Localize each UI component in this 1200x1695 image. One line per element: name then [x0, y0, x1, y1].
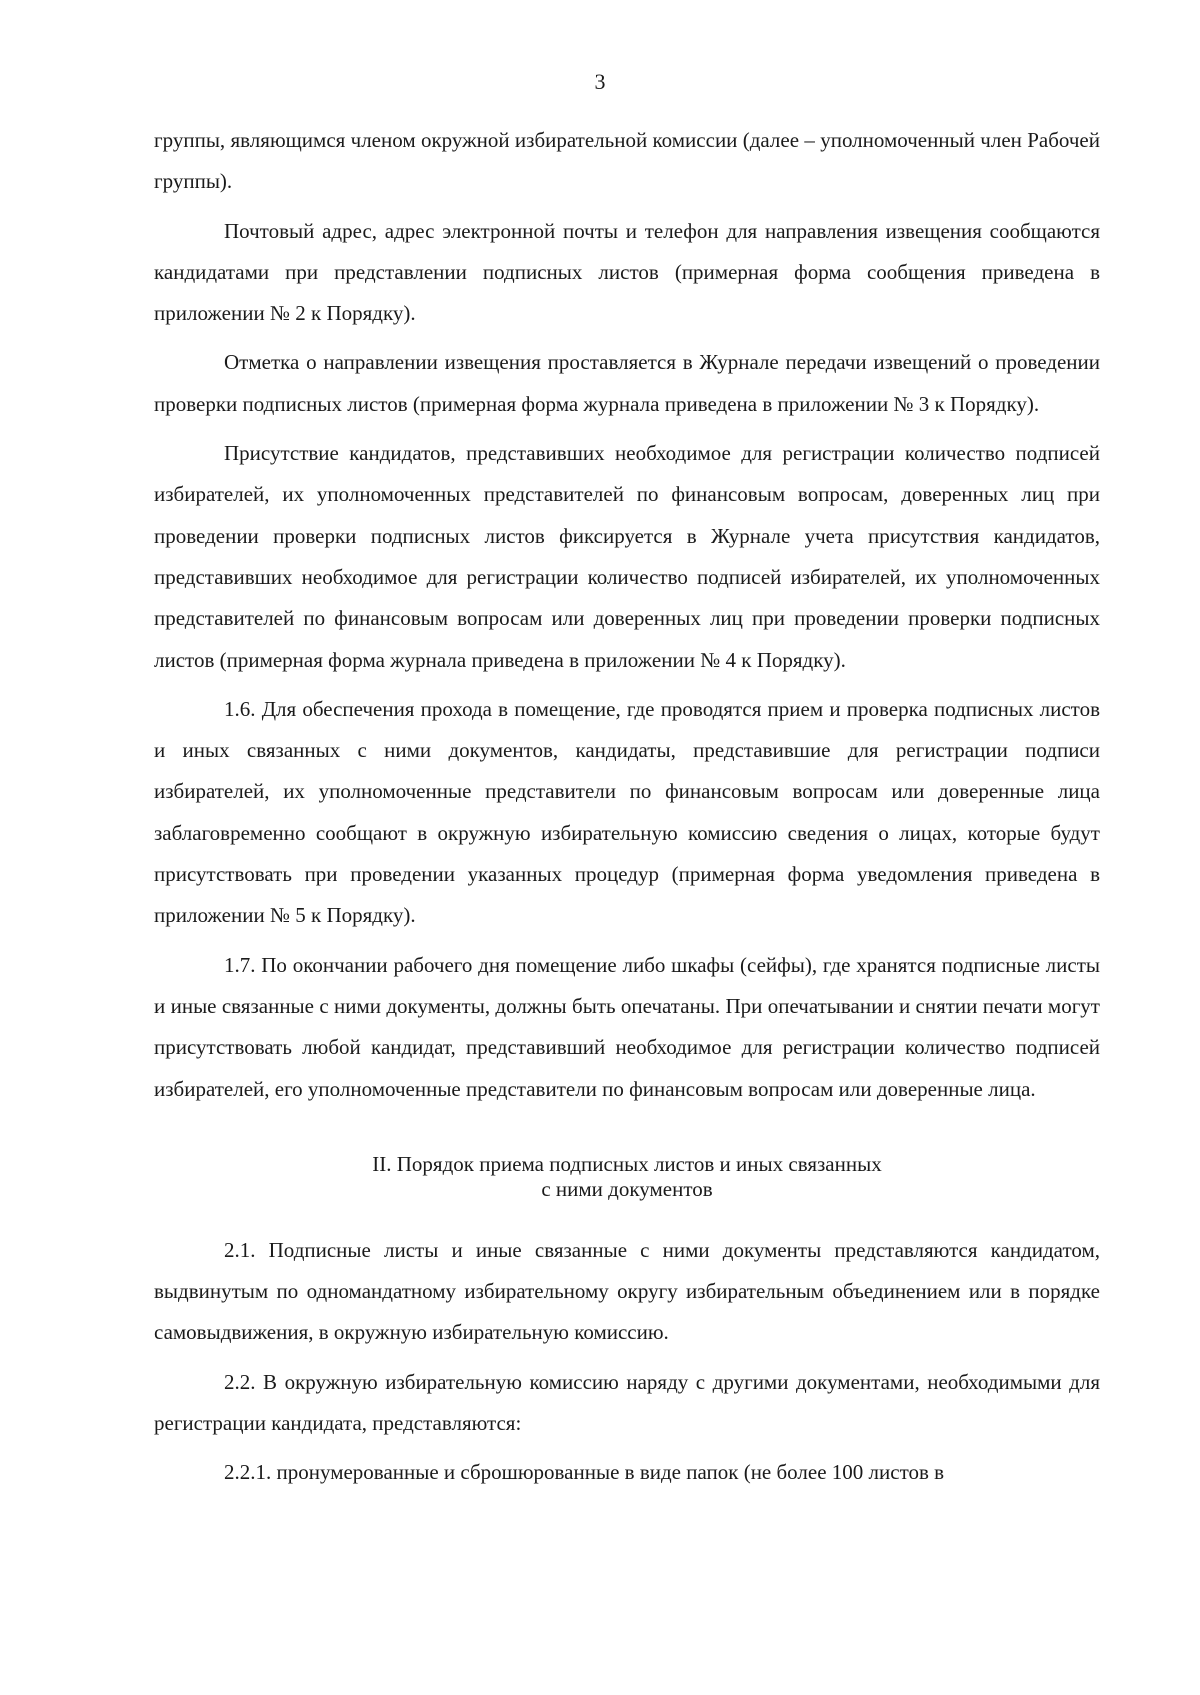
paragraph: 1.7. По окончании рабочего дня помещение либо шкафы (сейфы), где хранятся подписные листы и иные связанные с ними документы, должны быть опечатаны. При опечатывании и снятии печати могут присутствовать любой кандидат, представивший необходимое для регистрации количество подписей избирателей, его уполномоченные представители по финансовым вопросам или доверенные лица.	[154, 952, 1100, 1101]
section-heading-line: с ними документов	[541, 1176, 713, 1201]
paragraph: 2.2.1. пронумерованные и сброшюрованные в виде папок (не более 100 листов в	[224, 1460, 945, 1485]
paragraph: Присутствие кандидатов, представивших необходимое для регистрации количество подписей избирателей, их уполномоченных представителей по финансовым вопросам, доверенных лиц при проведении проверки подписных листов фиксируется в Журнале учета присутствия кандидатов, представивших необходимое для регистрации количество подписей избирателей, их уполномоченных представителей по финансовым вопросам или доверенных лиц при проведении проверки подписных листов (примерная форма журнала приведена в приложении № 4 к Порядку).	[154, 441, 1100, 672]
document-body	[154, 120, 1100, 1494]
paragraph: 2.2. В окружную избирательную комиссию наряду с другими документами, необходимыми для регистрации кандидата, представляются:	[154, 1369, 1100, 1436]
paragraph: 1.6. Для обеспечения прохода в помещение, где проводятся прием и проверка подписных листов и иных связанных с ними документов, кандидаты, представившие для регистрации подписи избирателей, их уполномоченные представители по финансовым вопросам или доверенные лица заблаговременно сообщают в окружную избирательную комиссию сведения о лицах, которые будут присутствовать при проведении указанных процедур (примерная форма уведомления приведена в приложении № 5 к Порядку).	[154, 696, 1100, 928]
paragraph: 2.1. Подписные листы и иные связанные с ними документы представляются кандидатом, выдвинутым по одномандатному избирательному округу избирательным объединением или в порядке самовыдвижения, в окружную избирательную комиссию.	[154, 1237, 1100, 1345]
section-heading	[154, 1152, 1100, 1202]
paragraph: Почтовый адрес, адрес электронной почты и телефон для направления извещения сообщаются кандидатами при представлении подписных листов (примерная форма сообщения приведена в приложении № 2 к Порядку).	[154, 218, 1100, 326]
paragraph: группы, являющимся членом окружной избирательной комиссии (далее – уполномоченный член Рабочей группы).	[154, 128, 1100, 194]
section-heading-line: II. Порядок приема подписных листов и иных связанных	[372, 1151, 882, 1176]
paragraph: Отметка о направлении извещения проставляется в Журнале передачи извещений о проведении проверки подписных листов (примерная форма журнала приведена в приложении № 3 к Порядку).	[154, 350, 1100, 416]
page-number: 3	[594, 69, 606, 94]
